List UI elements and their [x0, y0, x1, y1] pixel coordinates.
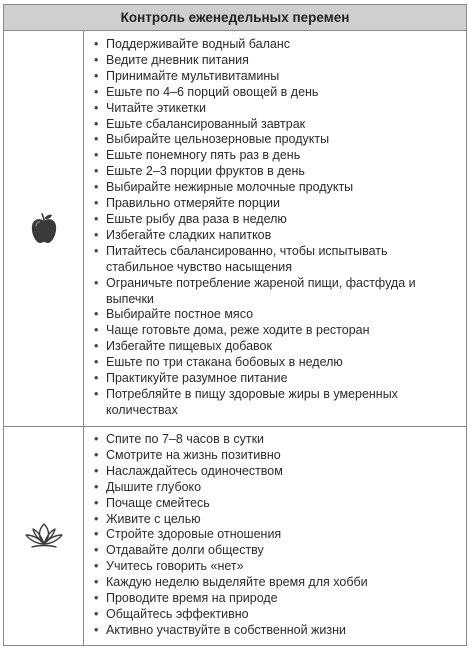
list-item: • Чаще готовьте дома, реже ходите в ресторан: [92, 323, 458, 339]
list-item: • Ешьте по 4–6 порций овощей в день: [92, 85, 458, 101]
list-item: • Поддерживайте водный баланс: [92, 37, 458, 53]
table-title: Контроль еженедельных перемен: [4, 5, 466, 31]
list-item: • Правильно отмеряйте порции: [92, 196, 458, 212]
list-item: • Живите с целью: [92, 512, 458, 528]
list-item: • Спите по 7–8 часов в сутки: [92, 432, 458, 448]
list-item: • Дышите глубоко: [92, 480, 458, 496]
mind-list-cell: [84, 427, 466, 645]
list-item: • Выбирайте нежирные молочные продукты: [92, 180, 458, 196]
list-item: • Активно участвуйте в собственной жизни: [92, 623, 458, 639]
diet-icon-cell: [4, 31, 84, 426]
list-item: • Смотрите на жизнь позитивно: [92, 448, 458, 464]
list-item: • Питайтесь сбалансированно, чтобы испытывать стабильное чувство насыщения: [92, 244, 458, 276]
lotus-icon: [24, 522, 64, 550]
list-item: • Ешьте понемногу пять раз в день: [92, 148, 458, 164]
mind-icon-cell: [4, 427, 84, 645]
list-item: • Ешьте рыбу два раза в неделю: [92, 212, 458, 228]
weekly-changes-table: [3, 4, 467, 646]
list-item: • Каждую неделю выделяйте время для хобби: [92, 575, 458, 591]
list-item: • Ешьте сбалансированный завтрак: [92, 117, 458, 133]
list-item: • Потребляйте в пищу здоровые жиры в умеренных количествах: [92, 387, 458, 419]
list-item: • Наслаждайтесь одиночеством: [92, 464, 458, 480]
list-item: • Ограничьте потребление жареной пищи, фастфуда и выпечки: [92, 276, 458, 308]
list-item: • Читайте этикетки: [92, 101, 458, 117]
list-item: • Практикуйте разумное питание: [92, 371, 458, 387]
list-item: • Принимайте мультивитамины: [92, 69, 458, 85]
apple-icon: [29, 212, 59, 246]
list-item: • Выбирайте постное мясо: [92, 307, 458, 323]
list-item: • Стройте здоровые отношения: [92, 527, 458, 543]
list-item: • Ведите дневник питания: [92, 53, 458, 69]
mind-section: [4, 427, 466, 645]
list-item: • Ешьте по три стакана бобовых в неделю: [92, 355, 458, 371]
list-item: • Отдавайте долги обществу: [92, 543, 458, 559]
diet-list-cell: [84, 31, 466, 426]
list-item: • Ешьте 2–3 порции фруктов в день: [92, 164, 458, 180]
list-item: • Общайтесь эффективно: [92, 607, 458, 623]
list-item: • Проводите время на природе: [92, 591, 458, 607]
list-item: • Почаще смейтесь: [92, 496, 458, 512]
list-item: • Избегайте пищевых добавок: [92, 339, 458, 355]
list-item: • Избегайте сладких напитков: [92, 228, 458, 244]
diet-section: [4, 31, 466, 427]
mind-list: [92, 432, 458, 639]
diet-list: [92, 37, 458, 419]
list-item: • Выбирайте цельнозерновые продукты: [92, 132, 458, 148]
list-item: • Учитесь говорить «нет»: [92, 559, 458, 575]
